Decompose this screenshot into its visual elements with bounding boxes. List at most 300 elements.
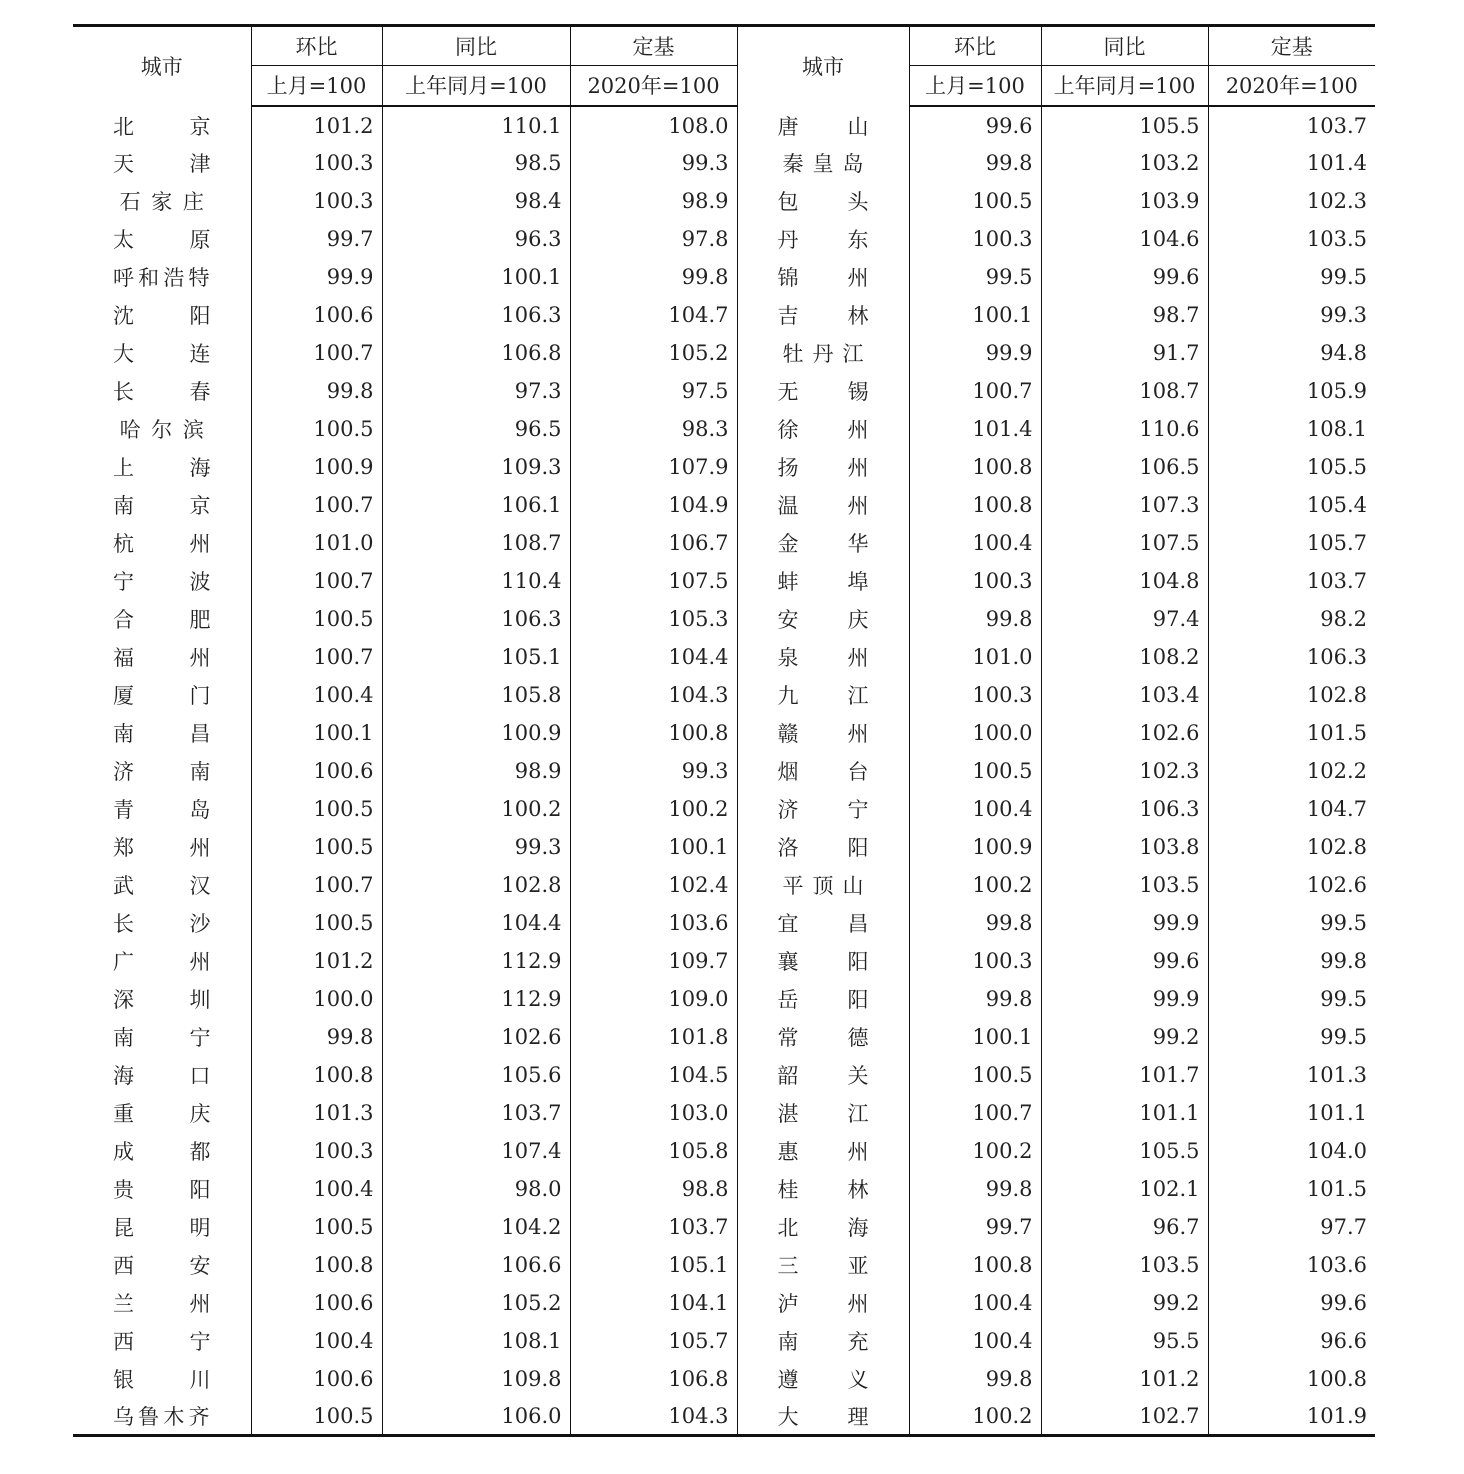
yoy-value: 103.2 (1041, 144, 1208, 182)
city-name: 成 都 (73, 1132, 251, 1170)
table-row (73, 1398, 1375, 1436)
city-name: 徐 州 (737, 410, 909, 448)
yoy-value: 96.3 (382, 220, 570, 258)
table-row (73, 1208, 1375, 1246)
yoy-value: 103.8 (1041, 828, 1208, 866)
fixed-value: 108.0 (570, 106, 737, 144)
table-header (73, 26, 1375, 106)
city-name: 青 岛 (73, 790, 251, 828)
fixed-value: 101.5 (1306, 1176, 1367, 1201)
header-yoy-left: 同比 (382, 26, 570, 66)
city-name: 济 南 (73, 752, 251, 790)
yoy-value: 106.1 (382, 486, 570, 524)
city-name: 惠 州 (737, 1132, 909, 1170)
yoy-value: 106.6 (382, 1246, 570, 1284)
fixed-value: 102.8 (1306, 682, 1367, 707)
city-name: 烟 台 (737, 752, 909, 790)
table-row (73, 258, 1375, 296)
yoy-value: 107.3 (1041, 486, 1208, 524)
yoy-value: 103.9 (1041, 182, 1208, 220)
yoy-value: 100.2 (382, 790, 570, 828)
yoy-value: 107.4 (382, 1132, 570, 1170)
header-row-bases (73, 66, 1375, 106)
yoy-value: 104.4 (382, 904, 570, 942)
city-name: 厦 门 (73, 676, 251, 714)
table-row (73, 524, 1375, 562)
mom-value: 100.3 (251, 1132, 382, 1170)
fixed-value: 99.5 (1320, 264, 1367, 289)
city-name: 宁 波 (73, 562, 251, 600)
city-name: 北 海 (737, 1208, 909, 1246)
yoy-value: 99.9 (1041, 980, 1208, 1018)
fixed-value: 99.3 (1320, 302, 1367, 327)
city-name: 安 庆 (737, 600, 909, 638)
city-name: 桂 林 (737, 1170, 909, 1208)
mom-value: 100.7 (251, 638, 382, 676)
yoy-value: 101.1 (1041, 1094, 1208, 1132)
fixed-value: 109.0 (570, 980, 737, 1018)
mom-value: 100.4 (909, 1322, 1041, 1360)
yoy-value: 96.7 (1041, 1208, 1208, 1246)
fixed-value: 105.1 (570, 1246, 737, 1284)
yoy-value: 103.5 (1041, 866, 1208, 904)
city-name: 岳 阳 (737, 980, 909, 1018)
fixed-value: 99.8 (570, 258, 737, 296)
yoy-value: 102.1 (1041, 1170, 1208, 1208)
fixed-value: 109.7 (570, 942, 737, 980)
yoy-value: 110.4 (382, 562, 570, 600)
mom-value: 99.8 (909, 1170, 1041, 1208)
city-name: 武 汉 (73, 866, 251, 904)
mom-value: 100.8 (909, 1246, 1041, 1284)
yoy-value: 108.7 (382, 524, 570, 562)
city-name: 韶 关 (737, 1056, 909, 1094)
header-city-right: 城市 (737, 26, 909, 106)
mom-value: 100.2 (909, 1398, 1041, 1436)
fixed-value: 106.3 (1306, 644, 1367, 669)
yoy-value: 98.7 (1041, 296, 1208, 334)
yoy-value: 97.4 (1041, 600, 1208, 638)
mom-value: 101.4 (909, 410, 1041, 448)
table-row (73, 448, 1375, 486)
yoy-value: 100.9 (382, 714, 570, 752)
mom-value: 99.8 (909, 600, 1041, 638)
header-fixed-left: 定基 (570, 26, 737, 66)
city-name: 福 州 (73, 638, 251, 676)
yoy-value: 108.7 (1041, 372, 1208, 410)
mom-value: 100.5 (251, 828, 382, 866)
mom-value: 100.5 (251, 1208, 382, 1246)
mom-value: 100.5 (251, 904, 382, 942)
city-name: 乌 鲁 木 齐 (73, 1398, 251, 1436)
yoy-value: 110.6 (1041, 410, 1208, 448)
yoy-value: 95.5 (1041, 1322, 1208, 1360)
header-mom-base-left: 上月=100 (251, 66, 382, 106)
yoy-value: 98.0 (382, 1170, 570, 1208)
mom-value: 100.6 (251, 1360, 382, 1398)
fixed-value: 104.7 (1306, 796, 1367, 821)
yoy-value: 106.8 (382, 334, 570, 372)
mom-value: 99.7 (251, 220, 382, 258)
header-mom-right: 环比 (909, 26, 1041, 66)
yoy-value: 102.6 (1041, 714, 1208, 752)
city-name: 泉 州 (737, 638, 909, 676)
mom-value: 100.7 (251, 562, 382, 600)
city-name: 包 头 (737, 182, 909, 220)
city-name: 呼 和 浩 特 (73, 258, 251, 296)
table-row (73, 562, 1375, 600)
mom-value: 100.3 (251, 144, 382, 182)
city-name: 扬 州 (737, 448, 909, 486)
yoy-value: 101.2 (1041, 1360, 1208, 1398)
city-name: 沈 阳 (73, 296, 251, 334)
fixed-value: 103.7 (1306, 568, 1367, 593)
city-name: 南 宁 (73, 1018, 251, 1056)
mom-value: 100.8 (251, 1246, 382, 1284)
mom-value: 100.5 (251, 600, 382, 638)
fixed-value: 106.7 (570, 524, 737, 562)
mom-value: 100.1 (909, 1018, 1041, 1056)
yoy-value: 99.3 (382, 828, 570, 866)
mom-value: 100.4 (909, 1284, 1041, 1322)
table-row (73, 1094, 1375, 1132)
yoy-value: 99.6 (1041, 942, 1208, 980)
fixed-value: 101.4 (1306, 150, 1367, 175)
fixed-value: 105.2 (570, 334, 737, 372)
fixed-value: 96.6 (1320, 1328, 1367, 1353)
fixed-value: 104.4 (570, 638, 737, 676)
table-row (73, 1056, 1375, 1094)
table-row (73, 372, 1375, 410)
fixed-value: 100.8 (1306, 1366, 1367, 1391)
table-row (73, 904, 1375, 942)
mom-value: 100.5 (909, 182, 1041, 220)
mom-value: 100.8 (909, 486, 1041, 524)
fixed-value: 100.1 (570, 828, 737, 866)
table-row (73, 676, 1375, 714)
header-yoy-base-left: 上年同月=100 (382, 66, 570, 106)
table-row (73, 1360, 1375, 1398)
yoy-value: 104.6 (1041, 220, 1208, 258)
fixed-value: 101.5 (1306, 720, 1367, 745)
mom-value: 100.5 (909, 1056, 1041, 1094)
fixed-value: 102.3 (1306, 188, 1367, 213)
mom-value: 100.4 (251, 676, 382, 714)
city-name: 北 京 (73, 106, 251, 144)
city-name: 哈 尔 滨 (73, 410, 251, 448)
fixed-value: 97.5 (570, 372, 737, 410)
city-name: 广 州 (73, 942, 251, 980)
yoy-value: 100.1 (382, 258, 570, 296)
mom-value: 99.8 (909, 980, 1041, 1018)
fixed-value: 101.1 (1306, 1100, 1367, 1125)
mom-value: 100.3 (909, 562, 1041, 600)
mom-value: 100.4 (909, 524, 1041, 562)
fixed-value: 105.9 (1306, 378, 1367, 403)
table-row (73, 334, 1375, 372)
city-name: 吉 林 (737, 296, 909, 334)
mom-value: 101.2 (251, 942, 382, 980)
yoy-value: 105.1 (382, 638, 570, 676)
header-row-groups (73, 26, 1375, 66)
fixed-value: 104.1 (570, 1284, 737, 1322)
city-name: 合 肥 (73, 600, 251, 638)
fixed-value: 105.5 (1306, 454, 1367, 479)
mom-value: 99.8 (251, 1018, 382, 1056)
city-name: 洛 阳 (737, 828, 909, 866)
fixed-value: 97.8 (570, 220, 737, 258)
yoy-value: 105.5 (1041, 106, 1208, 144)
city-name: 南 昌 (73, 714, 251, 752)
mom-value: 100.6 (251, 752, 382, 790)
table-row (73, 1018, 1375, 1056)
mom-value: 100.9 (251, 448, 382, 486)
fixed-value: 107.5 (570, 562, 737, 600)
mom-value: 99.9 (251, 258, 382, 296)
fixed-value: 104.7 (570, 296, 737, 334)
table-row (73, 220, 1375, 258)
mom-value: 100.5 (251, 790, 382, 828)
fixed-value: 98.3 (570, 410, 737, 448)
city-name: 重 庆 (73, 1094, 251, 1132)
city-name: 大 理 (737, 1398, 909, 1436)
table-row (73, 790, 1375, 828)
yoy-value: 110.1 (382, 106, 570, 144)
city-name: 长 沙 (73, 904, 251, 942)
table-row (73, 866, 1375, 904)
fixed-value: 98.9 (570, 182, 737, 220)
city-name: 昆 明 (73, 1208, 251, 1246)
mom-value: 101.0 (251, 524, 382, 562)
fixed-value: 104.3 (570, 1398, 737, 1436)
header-fixed-base-right: 2020年=100 (1208, 66, 1375, 106)
fixed-value: 103.6 (1306, 1252, 1367, 1277)
table-row (73, 1170, 1375, 1208)
fixed-value: 107.9 (570, 448, 737, 486)
price-index-table (73, 24, 1375, 1437)
table-row (73, 144, 1375, 182)
fixed-value: 102.2 (1306, 758, 1367, 783)
city-name: 西 宁 (73, 1322, 251, 1360)
city-name: 锦 州 (737, 258, 909, 296)
mom-value: 100.6 (251, 1284, 382, 1322)
yoy-value: 99.2 (1041, 1018, 1208, 1056)
yoy-value: 106.5 (1041, 448, 1208, 486)
yoy-value: 106.3 (1041, 790, 1208, 828)
yoy-value: 105.5 (1041, 1132, 1208, 1170)
mom-value: 100.4 (251, 1170, 382, 1208)
mom-value: 100.0 (909, 714, 1041, 752)
mom-value: 100.7 (251, 334, 382, 372)
city-name: 湛 江 (737, 1094, 909, 1132)
city-name: 石 家 庄 (73, 182, 251, 220)
yoy-value: 104.2 (382, 1208, 570, 1246)
mom-value: 99.8 (909, 1360, 1041, 1398)
city-name: 天 津 (73, 144, 251, 182)
yoy-value: 105.8 (382, 676, 570, 714)
fixed-value: 103.7 (570, 1208, 737, 1246)
city-name: 唐 山 (737, 106, 909, 144)
yoy-value: 98.5 (382, 144, 570, 182)
fixed-value: 99.5 (1320, 1024, 1367, 1049)
fixed-value: 104.3 (570, 676, 737, 714)
mom-value: 100.6 (251, 296, 382, 334)
table-row (73, 182, 1375, 220)
fixed-value: 101.8 (570, 1018, 737, 1056)
yoy-value: 97.3 (382, 372, 570, 410)
mom-value: 99.8 (909, 904, 1041, 942)
fixed-value: 102.8 (1306, 834, 1367, 859)
yoy-value: 105.2 (382, 1284, 570, 1322)
mom-value: 100.7 (251, 866, 382, 904)
yoy-value: 103.7 (382, 1094, 570, 1132)
mom-value: 100.3 (909, 220, 1041, 258)
header-mom-base-right: 上月=100 (909, 66, 1041, 106)
fixed-value: 104.9 (570, 486, 737, 524)
mom-value: 101.3 (251, 1094, 382, 1132)
fixed-value: 105.7 (1306, 530, 1367, 555)
city-name: 济 宁 (737, 790, 909, 828)
yoy-value: 108.1 (382, 1322, 570, 1360)
header-fixed-base-left: 2020年=100 (570, 66, 737, 106)
mom-value: 100.3 (909, 942, 1041, 980)
fixed-value: 102.6 (1306, 872, 1367, 897)
mom-value: 100.7 (909, 372, 1041, 410)
yoy-value: 102.8 (382, 866, 570, 904)
fixed-value: 105.4 (1306, 492, 1367, 517)
mom-value: 100.7 (251, 486, 382, 524)
table-row (73, 410, 1375, 448)
yoy-value: 102.7 (1041, 1398, 1208, 1436)
yoy-value: 108.2 (1041, 638, 1208, 676)
mom-value: 99.7 (909, 1208, 1041, 1246)
yoy-value: 109.8 (382, 1360, 570, 1398)
fixed-value: 103.6 (570, 904, 737, 942)
mom-value: 100.5 (251, 410, 382, 448)
header-yoy-base-right: 上年同月=100 (1041, 66, 1208, 106)
city-name: 太 原 (73, 220, 251, 258)
mom-value: 99.5 (909, 258, 1041, 296)
yoy-value: 101.7 (1041, 1056, 1208, 1094)
fixed-value: 103.0 (570, 1094, 737, 1132)
fixed-value: 98.8 (570, 1170, 737, 1208)
mom-value: 100.9 (909, 828, 1041, 866)
mom-value: 100.3 (909, 676, 1041, 714)
table-row (73, 1322, 1375, 1360)
header-city-left: 城市 (73, 26, 251, 106)
mom-value: 100.0 (251, 980, 382, 1018)
mom-value: 100.2 (909, 1132, 1041, 1170)
city-name: 金 华 (737, 524, 909, 562)
city-name: 泸 州 (737, 1284, 909, 1322)
city-name: 赣 州 (737, 714, 909, 752)
yoy-value: 103.4 (1041, 676, 1208, 714)
header-fixed-right: 定基 (1208, 26, 1375, 66)
city-name: 南 京 (73, 486, 251, 524)
mom-value: 100.5 (909, 752, 1041, 790)
city-name: 襄 阳 (737, 942, 909, 980)
fixed-value: 103.7 (1306, 114, 1367, 138)
yoy-value: 96.5 (382, 410, 570, 448)
fixed-value: 94.8 (1320, 340, 1367, 365)
city-name: 三 亚 (737, 1246, 909, 1284)
city-name: 秦 皇 岛 (737, 144, 909, 182)
yoy-value: 102.3 (1041, 752, 1208, 790)
city-name: 无 锡 (737, 372, 909, 410)
fixed-value: 99.3 (570, 144, 737, 182)
mom-value: 99.8 (251, 372, 382, 410)
mom-value: 101.2 (251, 106, 382, 144)
yoy-value: 99.6 (1041, 258, 1208, 296)
mom-value: 100.4 (251, 1322, 382, 1360)
yoy-value: 105.6 (382, 1056, 570, 1094)
fixed-value: 105.8 (570, 1132, 737, 1170)
fixed-value: 101.9 (1208, 1398, 1375, 1436)
city-name: 郑 州 (73, 828, 251, 866)
yoy-value: 112.9 (382, 980, 570, 1018)
fixed-value: 103.5 (1306, 226, 1367, 251)
yoy-value: 106.3 (382, 600, 570, 638)
mom-value: 100.1 (251, 714, 382, 752)
city-name: 兰 州 (73, 1284, 251, 1322)
city-name: 贵 阳 (73, 1170, 251, 1208)
mom-value: 100.3 (251, 182, 382, 220)
mom-value: 100.4 (909, 790, 1041, 828)
fixed-value: 97.7 (1320, 1214, 1367, 1239)
yoy-value: 103.5 (1041, 1246, 1208, 1284)
fixed-value: 105.7 (570, 1322, 737, 1360)
city-name: 温 州 (737, 486, 909, 524)
table-row (73, 296, 1375, 334)
fixed-value: 104.0 (1306, 1138, 1367, 1163)
mom-value: 100.5 (251, 1398, 382, 1436)
yoy-value: 109.3 (382, 448, 570, 486)
fixed-value: 108.1 (1306, 416, 1367, 441)
mom-value: 99.6 (909, 106, 1041, 144)
table-row (73, 942, 1375, 980)
city-name: 遵 义 (737, 1360, 909, 1398)
mom-value: 100.8 (909, 448, 1041, 486)
yoy-value: 91.7 (1041, 334, 1208, 372)
yoy-value: 98.9 (382, 752, 570, 790)
city-name: 银 川 (73, 1360, 251, 1398)
yoy-value: 104.8 (1041, 562, 1208, 600)
table-body (73, 106, 1375, 1436)
city-name: 平 顶 山 (737, 866, 909, 904)
fixed-value: 101.3 (1306, 1062, 1367, 1087)
city-name: 西 安 (73, 1246, 251, 1284)
table-row (73, 600, 1375, 638)
city-name: 长 春 (73, 372, 251, 410)
mom-value: 100.1 (909, 296, 1041, 334)
yoy-value: 99.9 (1041, 904, 1208, 942)
mom-value: 100.8 (251, 1056, 382, 1094)
header-mom-left: 环比 (251, 26, 382, 66)
city-name: 大 连 (73, 334, 251, 372)
yoy-value: 98.4 (382, 182, 570, 220)
fixed-value: 98.2 (1320, 606, 1367, 631)
city-name: 常 德 (737, 1018, 909, 1056)
city-name: 九 江 (737, 676, 909, 714)
fixed-value: 99.3 (570, 752, 737, 790)
table-row (73, 714, 1375, 752)
table-row (73, 980, 1375, 1018)
city-name: 深 圳 (73, 980, 251, 1018)
table-row (73, 1132, 1375, 1170)
fixed-value: 105.3 (570, 600, 737, 638)
table-row (73, 1246, 1375, 1284)
fixed-value: 104.5 (570, 1056, 737, 1094)
